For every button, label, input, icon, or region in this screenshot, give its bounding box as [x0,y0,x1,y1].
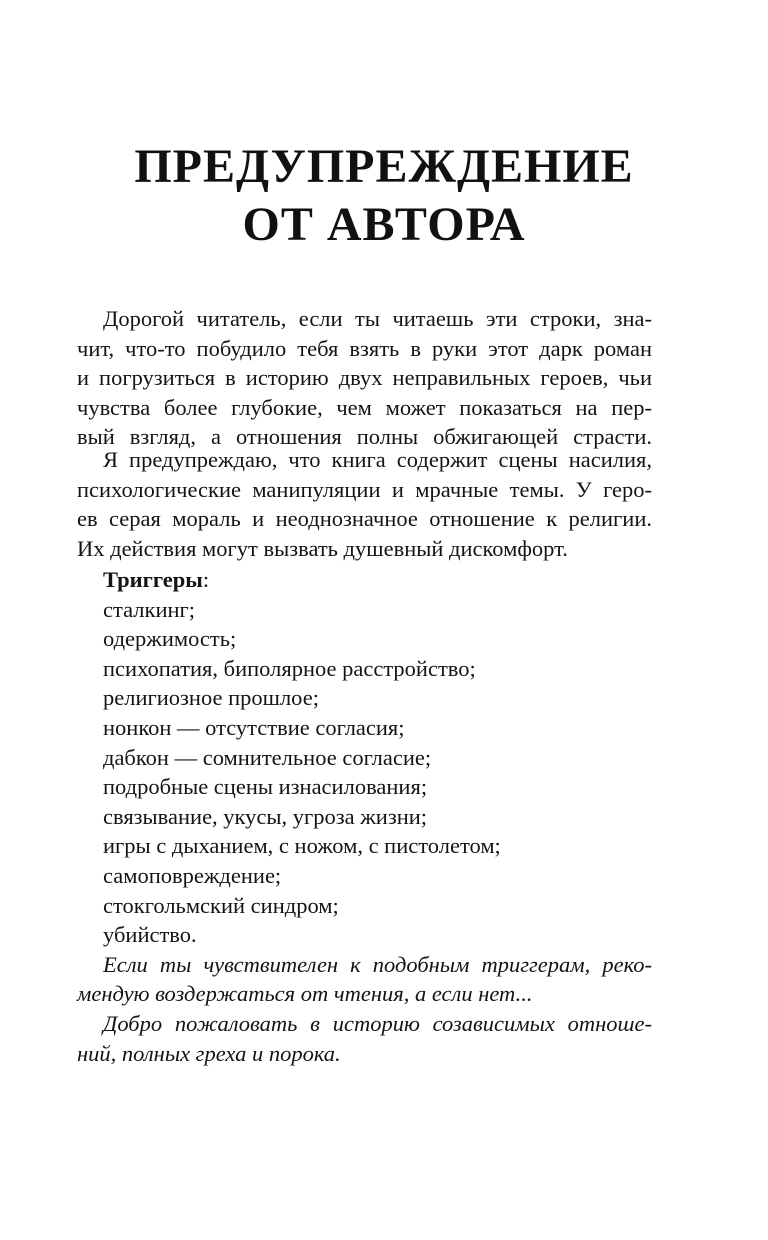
intro-paragraph [77,304,652,452]
text-line: чувства более глубокие, чем может показаться на пер- [77,394,652,420]
trigger-item: одержимость; [103,626,237,652]
triggers-heading [77,565,652,595]
trigger-item: стокгольмский синдром; [103,892,339,918]
page-title [0,138,768,254]
text-line: вый взгляд, а отношения полны обжигающей страсти. [77,424,652,450]
triggers-section [77,565,652,1068]
closing-line: Добро пожаловать в историю созависимых отноше- [103,1010,652,1036]
warning-paragraph [77,445,652,563]
trigger-item: связывание, укусы, угроза жизни; [103,803,428,829]
trigger-item: религиозное прошлое; [103,685,319,711]
text-line: ев серая мораль и неоднозначное отношение к религии. [77,506,652,532]
title-line-1: ПРЕДУПРЕЖДЕНИЕ [134,140,634,193]
trigger-item: игры с дыханием, с ножом, с пистолетом; [103,833,501,859]
closing-line: ний, полных греха и порока. [77,1040,341,1066]
closing-line: Если ты чувствителен к подобным триггерам, реко- [103,951,652,977]
closing-line: мендую воздержаться от чтения, а если нет... [77,981,533,1007]
trigger-item: подробные сцены изнасилования; [103,774,428,800]
title-line-2: ОТ АВТОРА [242,198,526,251]
text-line: и погрузиться в историю двух неправильных героев, чьи [77,365,652,391]
text-line: Я предупреждаю, что книга содержит сцены насилия, [103,447,652,472]
triggers-heading-colon: : [202,567,210,592]
text-line: Их действия могут вызвать душевный дискомфорт. [77,535,568,561]
trigger-item: нонкон — отсутствие согласия; [103,714,405,740]
trigger-item: убийство. [103,922,197,948]
text-line: Дорогой читатель, если ты читаешь эти строки, зна- [103,306,652,331]
trigger-item: самоповреждение; [103,862,282,888]
trigger-item: психопатия, биполярное расстройство; [103,655,476,681]
triggers-heading-label: Триггеры [103,567,203,592]
trigger-item: сталкинг; [103,596,195,622]
text-line: психологические манипуляции и мрачные темы. У геро- [77,476,652,502]
trigger-item: дабкон — сомнительное согласие; [103,744,432,770]
text-line: чит, что-то побудило тебя взять в руки этот дарк роман [77,335,652,361]
